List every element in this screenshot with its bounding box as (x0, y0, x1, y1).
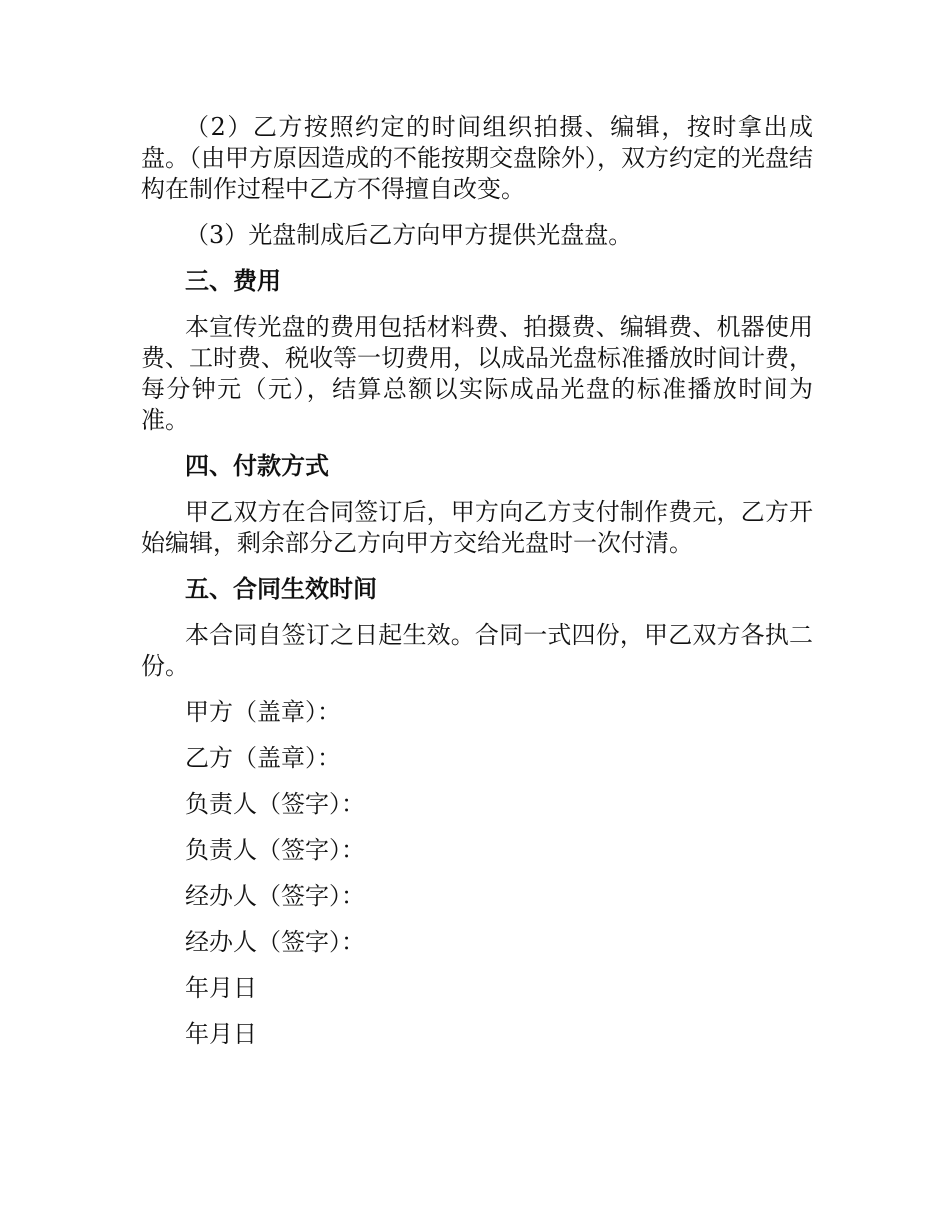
section-heading-payment: 四、付款方式 (185, 452, 329, 480)
signature-handler-a: 经办人（签字）： (185, 882, 365, 910)
section-body-effective-date: 本合同自签订之日起生效。合同一式四份，甲乙双方各执二份。 (141, 621, 813, 680)
clause-paragraph-3: （3）光盘制成后乙方向甲方提供光盘盘。 (185, 221, 633, 249)
section-body-payment: 甲乙双方在合同签订后，甲方向乙方支付制作费元，乙方开始编辑，剩余部分乙方向甲方交给光盘时一次付清。 (141, 498, 813, 557)
signature-responsible-a: 负责人（签字）： (185, 790, 365, 818)
signature-date-a: 年月日 (185, 974, 257, 1002)
signature-party-a-seal: 甲方（盖章）： (185, 698, 341, 726)
document-body (141, 112, 813, 1065)
section-heading-fees: 三、费用 (185, 267, 281, 295)
clause-paragraph-2: （2）乙方按照约定的时间组织拍摄、编辑，按时拿出成盘。（由甲方原因造成的不能按期交盘除外），双方约定的光盘结构在制作过程中乙方不得擅自改变。 (141, 113, 813, 203)
signature-party-b-seal: 乙方（盖章）： (185, 744, 341, 772)
section-heading-effective-date: 五、合同生效时间 (185, 575, 377, 603)
section-body-fees: 本宣传光盘的费用包括材料费、拍摄费、编辑费、机器使用费、工时费、税收等一切费用，以成品光盘标准播放时间计费，每分钟元（元），结算总额以实际成品光盘的标准播放时间为准。 (141, 313, 813, 434)
signature-responsible-b: 负责人（签字）： (185, 836, 365, 864)
signature-handler-b: 经办人（签字）： (185, 928, 365, 956)
signature-date-b: 年月日 (185, 1020, 257, 1048)
